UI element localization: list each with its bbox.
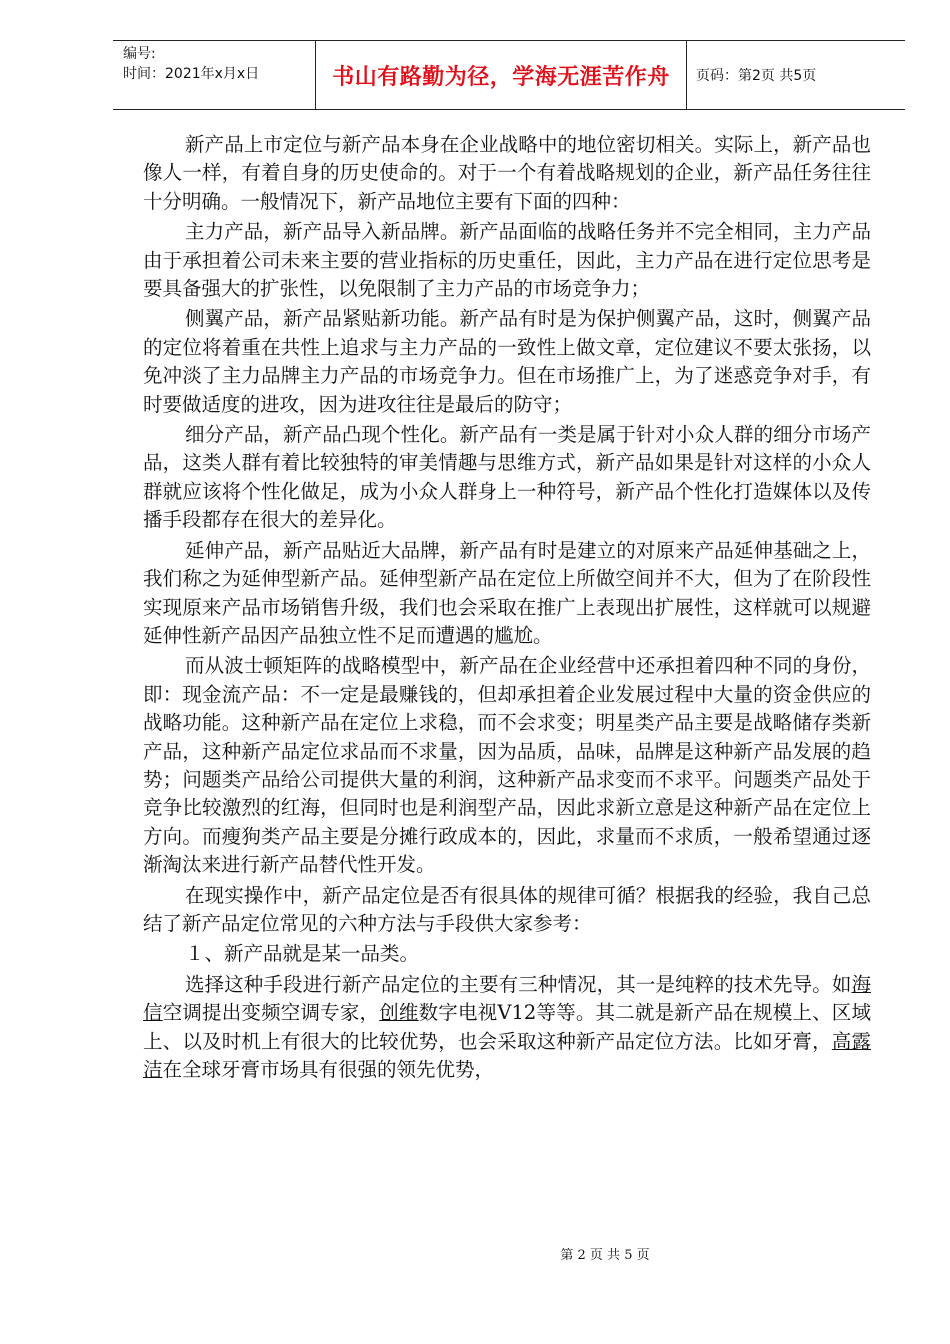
time-label: 时间：2021年x月x日 [123, 66, 260, 82]
paragraph: 而从波士顿矩阵的战略模型中，新产品在企业经营中还承担着四种不同的身份，即：现金流产品：不一定是最赚钱的，但却承担着企业发展过程中大量的资金供应的战略功能。这种新产品在定位上求稳，而不会求变；明星类产品主要是战略储存类新产品，这种新产品定位求品而不求量，因为品质，品味，品牌是这种新产品发展的趋势；问题类产品给公司提供大量的利润，这种新产品求变而不求平。问题类产品处于竞争比较激烈的红海，但同时也是利润型产品，因此求新立意是这种新产品在定位上方向。而瘦狗类产品主要是分摊行政成本的，因此，求量而不求质，一般希望通过逐渐淘汰来进行新产品替代性开发。 [143, 654, 871, 877]
text-run: 在全球牙膏市场具有很强的领先优势， [162, 1058, 495, 1081]
link-skyworth[interactable]: 创维 [379, 1001, 419, 1025]
link-colgate[interactable]: 高露洁 [143, 1029, 871, 1081]
page-footer: 第 2 页 共 5 页 [560, 1248, 650, 1263]
text-run: 数字电视V12等等。其二就是新产品在规模上、区域上、以及时机上有很大的比较优势，也会采取这种新产品定位方法。比如牙膏， [143, 1001, 871, 1053]
paragraph: 细分产品，新产品凸现个性化。新产品有一类是属于针对小众人群的细分市场产品，这类人群有着比较独特的审美情趣与思维方式，新产品如果是针对这样的小众人群就应该将个性化做足，成为小众人群身上一种符号，新产品个性化打造媒体以及传播手段都存在很大的差异化。 [143, 423, 871, 532]
paragraph: 新产品上市定位与新产品本身在企业战略中的地位密切相关。实际上，新产品也像人一样，有着自身的历史使命的。对于一个有着战略规划的企业，新产品任务往往十分明确。一般情况下，新产品地位主要有下面的四种： [143, 133, 871, 213]
paragraph-with-links [143, 971, 871, 1085]
paragraph: 延伸产品，新产品贴近大品牌，新产品有时是建立的对原来产品延伸基础之上，我们称之为延伸型新产品。延伸型新产品在定位上所做空间并不大，但为了在阶段性实现原来产品市场销售升级，我们也会采取在推广上表现出扩展性，这样就可以规避延伸性新产品因产品独立性不足而遭遇的尴尬。 [143, 538, 871, 647]
document-header [113, 40, 905, 110]
text-run: 选择这种手段进行新产品定位的主要有三种情况，其一是纯粹的技术先导。如 [185, 972, 852, 996]
header-motto: 书山有路勤为径，学海无涯苦作舟 [315, 41, 687, 109]
paragraph: 侧翼产品，新产品紧贴新功能。新产品有时是为保护侧翼产品，这时，侧翼产品的定位将着重在共性上追求与主力产品的一致性上做文章，定位建议不要太张扬，以免冲淡了主力品牌主力产品的市场竞争力。但在市场推广上，为了迷惑竞争对手，有时要做适度的进攻，因为进攻往往是最后的防守； [143, 307, 871, 416]
paragraph: 在现实操作中，新产品定位是否有很具体的规律可循？根据我的经验，我自己总结了新产品定位常见的六种方法与手段供大家参考： [143, 883, 871, 935]
number-label: 编号: [123, 46, 156, 62]
document-body [143, 131, 871, 1086]
link-hisense[interactable]: 海信 [143, 972, 871, 1025]
list-heading: １、新产品就是某一品类。 [185, 942, 420, 966]
header-meta [113, 41, 315, 109]
header-page-info: 页码：第2页 共5页 [696, 68, 817, 84]
text-run: 空调提出变频空调专家， [162, 1001, 380, 1025]
paragraph: 主力产品，新产品导入新品牌。新产品面临的战略任务并不完全相同，主力产品由于承担着公司未来主要的营业指标的历史重任，因此，主力产品在进行定位思考是要具备强大的扩张性，以免限制了主力产品的市场竞争力； [143, 220, 871, 301]
